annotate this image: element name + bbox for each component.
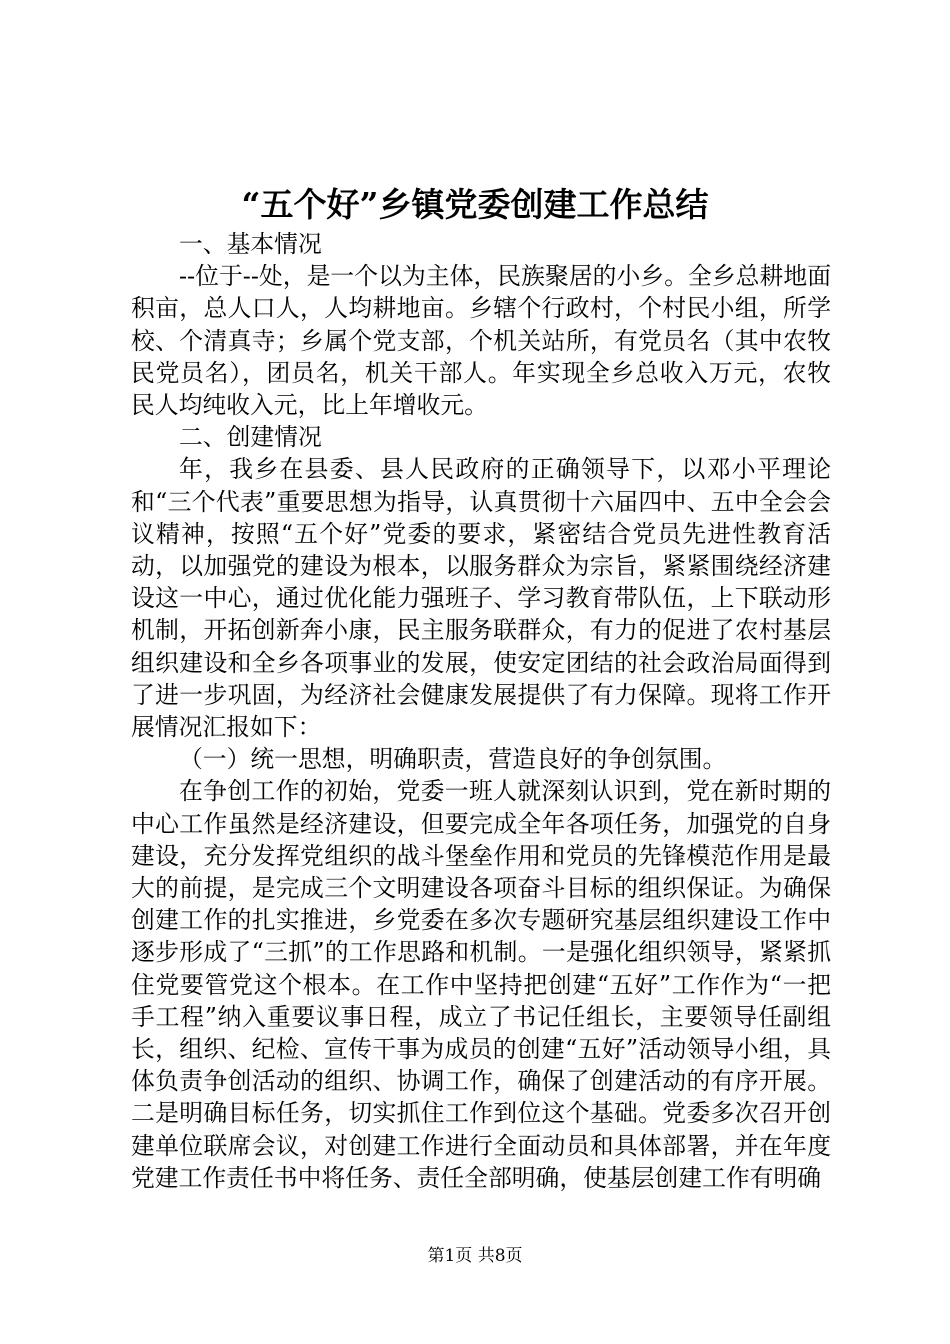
paragraph-basic-info: --位于--处，是一个以为主体，民族聚居的小乡。全乡总耕地面积亩，总人口人，人均耕地亩。乡辖个行政村，个村民小组，所学校、个清真寺；乡属个党支部，个机关站所，有党员名（其中农牧民党员名），团员名，机关干部人。年实现全乡总收入万元，农牧民人均纯收入元，比上年增收元。 [131, 262, 831, 420]
document-title: “五个好”乡镇党委创建工作总结 [241, 185, 709, 224]
subsection-heading-1: （一）统一思想，明确职责，营造良好的争创氛围。 [179, 745, 727, 774]
paragraph-subsection-1: 在争创工作的初始，党委一班人就深刻认识到，党在新时期的中心工作虽然是经济建设，但要完成全年各项任务，加强党的自身建设，充分发挥党组织的战斗堡垒作用和党员的先锋模范作用是最大的前提，是完成三个文明建设各项奋斗目标的组织保证。为确保创建工作的扎实推进，乡党委在多次专题研究基层组织建设工作中逐步形成了“三抓”的工作思路和机制。一是强化组织领导，紧紧抓住党要管党这个根本。在工作中坚持把创建“五好”工作作为“一把手工程”纳入重要议事日程，成立了书记任组长，主要领导任副组长，组织、纪检、宣传干事为成员的创建“五好”活动领导小组，具体负责争创活动的组织、协调工作，确保了创建活动的有序开展。二是明确目标任务，切实抓住工作到位这个基础。党委多次召开创建单位联席会议，对创建工作进行全面动员和具体部署，并在年度党建工作责任书中将任务、责任全部明确，使基层创建工作有明确 [131, 777, 831, 1192]
section-heading-basic: 一、基本情况 [179, 230, 322, 258]
document-body [131, 228, 831, 1194]
page-number-footer: 第1页 共8页 [427, 1246, 523, 1266]
paragraph-creation-overview: 年，我乡在县委、县人民政府的正确领导下，以邓小平理论和“三个代表”重要思想为指导，认真贯彻十六届四中、五中全会会议精神，按照“五个好”党委的要求，紧密结合党员先进性教育活动，以加强党的建设为根本，以服务群众为宗旨，紧紧围绕经济建设这一中心，通过优化能力强班子、学习教育带队伍，上下联动形机制，开拓创新奔小康，民主服务联群众，有力的促进了农村基层组织建设和全乡各项事业的发展，使安定团结的社会政治局面得到了进一步巩固，为经济社会健康发展提供了有力保障。现将工作开展情况汇报如下： [131, 455, 831, 742]
section-heading-creation: 二、创建情况 [179, 423, 322, 452]
